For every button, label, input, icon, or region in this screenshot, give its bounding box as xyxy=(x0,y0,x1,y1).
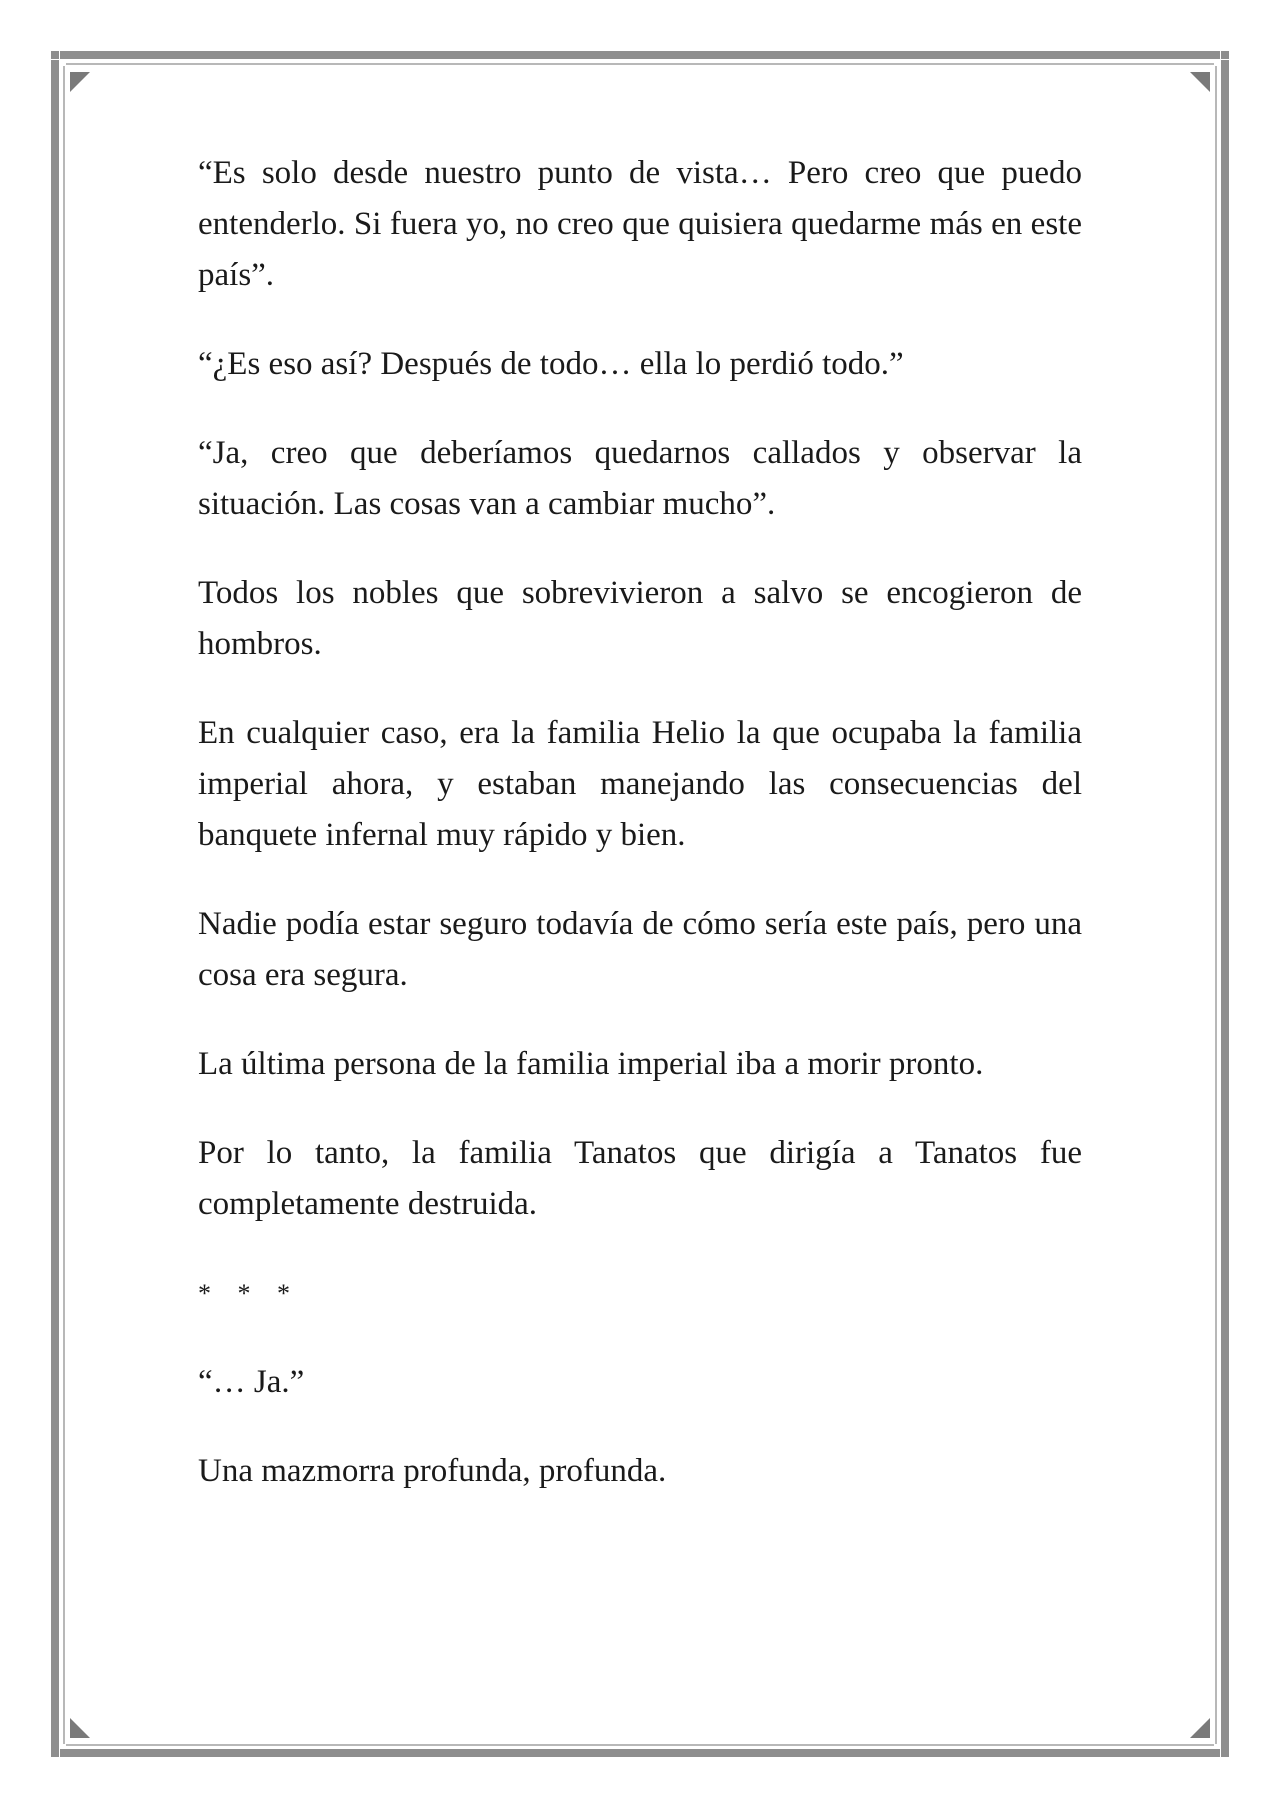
corner-triangle-bottom-left xyxy=(70,1718,90,1738)
paragraph: Por lo tanto, la familia Tanatos que dirigía a Tanatos fue completamente destruida. xyxy=(198,1135,1082,1222)
frame-bottom-border xyxy=(60,1749,1220,1757)
paragraph: La última persona de la familia imperial iba a morir pronto. xyxy=(198,1046,984,1082)
paragraph: “… Ja.” xyxy=(198,1364,305,1400)
paragraph: En cualquier caso, era la familia Helio la que ocupaba la familia imperial ahora, y estaban manejando las consecuencias del banquete infernal muy rápido y bien. xyxy=(198,715,1082,853)
corner-ornament-top-right xyxy=(1221,51,1229,59)
page-text xyxy=(198,148,1082,1535)
corner-triangle-bottom-right xyxy=(1190,1718,1210,1738)
paragraph: “Es solo desde nuestro punto de vista… Pero creo que puedo entenderlo. Si fuera yo, no creo que quisiera quedarme más en este país”. xyxy=(198,155,1082,293)
frame-inner-top xyxy=(66,63,1214,65)
frame-top-border xyxy=(60,51,1220,59)
paragraph: “¿Es eso así? Después de todo… ella lo perdió todo.” xyxy=(198,346,904,382)
paragraph: Todos los nobles que sobrevivieron a salvo se encogieron de hombros. xyxy=(198,575,1082,662)
corner-ornament-bottom-right xyxy=(1221,1749,1229,1757)
paragraph: Una mazmorra profunda, profunda. xyxy=(198,1453,667,1489)
frame-right-border xyxy=(1221,60,1229,1750)
paragraph: Nadie podía estar seguro todavía de cómo sería este país, pero una cosa era segura. xyxy=(198,906,1082,993)
frame-inner-left xyxy=(63,66,65,1744)
frame-inner-bottom xyxy=(66,1744,1214,1746)
corner-triangle-top-right xyxy=(1190,72,1210,92)
paragraph: “Ja, creo que deberíamos quedarnos callados y observar la situación. Las cosas van a cambiar mucho”. xyxy=(198,435,1082,522)
corner-triangle-top-left xyxy=(70,72,90,92)
frame-left-border xyxy=(51,60,59,1750)
corner-ornament-top-left xyxy=(51,51,59,59)
frame-inner-right xyxy=(1215,66,1217,1744)
corner-ornament-bottom-left xyxy=(51,1749,59,1757)
scene-separator: * * * xyxy=(198,1279,300,1308)
